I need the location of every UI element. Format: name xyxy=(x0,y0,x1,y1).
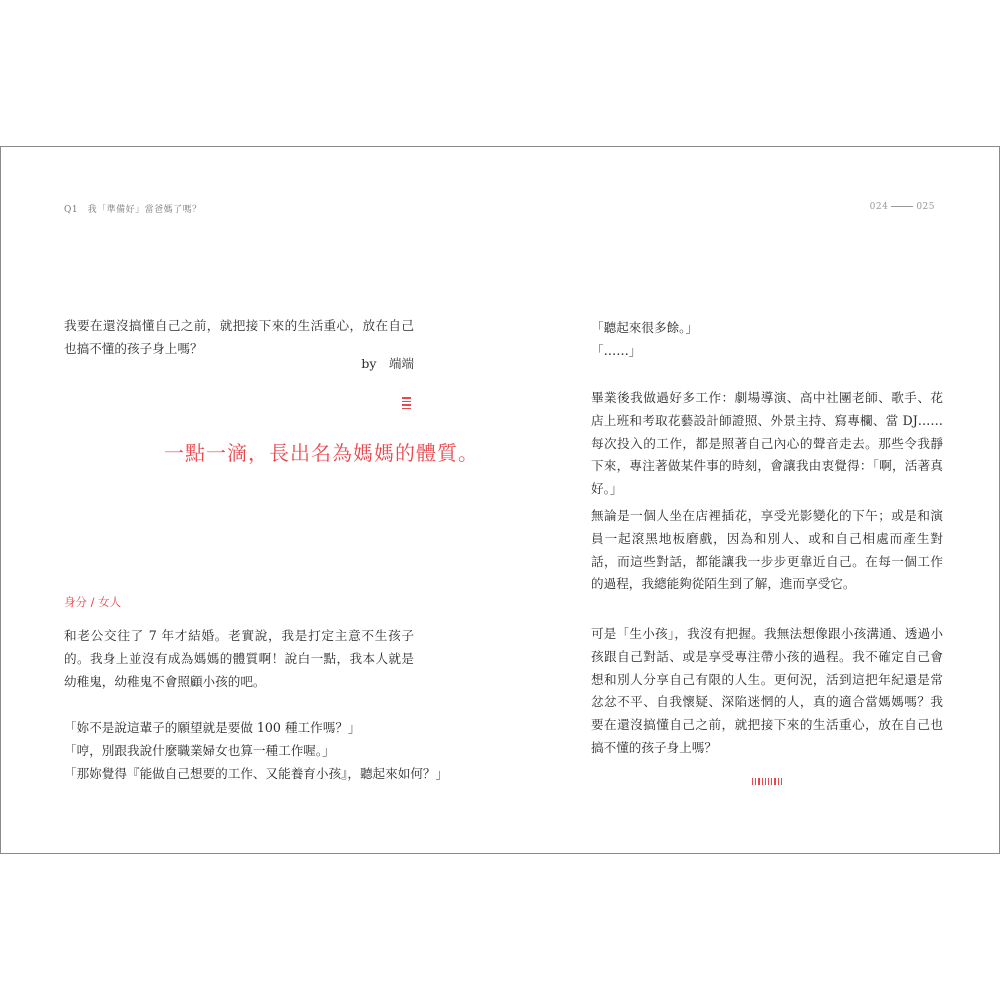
dialog-line: 「哼，別跟我說什麼職業婦女也算一種工作喔。」 xyxy=(64,742,335,758)
byline: by 端端 xyxy=(361,356,414,371)
headline: 一點一滴，長出名為媽媽的體質。 xyxy=(164,441,479,465)
right-page xyxy=(591,147,943,853)
red-decoration-mark xyxy=(402,397,411,409)
question-text: 我要在還沒搞懂自己之前，就把接下來的生活重心，放在自己也搞不懂的孩子身上嗎？ xyxy=(64,318,414,356)
dialog-line: 「妳不是說這輩子的願望就是要做 100 種工作嗎？」 xyxy=(64,720,361,735)
body-paragraph: 和老公交往了 7 年才結婚。老實說，我是打定主意不生孩子的。我身上並沒有成為媽媽的體質啊！說白一點，我本人就是幼稚鬼，幼稚鬼不會照顧小孩的吧。 xyxy=(64,628,414,689)
body-paragraph: 可是「生小孩」，我沒有把握。我無法想像跟小孩溝通、透過小孩跟自己對話、或是享受專注帶小孩的過程。我不確定自己會想和別人分享自己有限的人生。更何況，活到這把年紀還是常忿忿不平、自我懷疑、深陷迷惘的人，真的適合當媽媽嗎？我要在還沒搞懂自己之前，就把接下來的生活重心，放在自己也搞不懂的孩子身上嗎？ xyxy=(591,626,943,755)
dialog-line: 「聽起來很多餘。」 xyxy=(591,320,699,335)
dialog-line: 「那妳覺得『能做自己想要的工作、又能養育小孩』，聽起來如何？」 xyxy=(64,765,449,781)
body-paragraph: 無論是一個人坐在店裡插花，享受光影變化的下午；或是和演員一起滾黑地板磨戲，因為和別人、或和自己相處而產生對話，而這些對話，都能讓我一步步更靠近自己。在每一個工作的過程，我總能夠從陌生到了解，進而享受它。 xyxy=(591,508,943,592)
running-head-left: Q1 我「準備好」當爸媽了嗎？ xyxy=(64,205,202,215)
body-paragraph: 畢業後我做過好多工作：劇場導演、高中社團老師、歌手、花店上班和考取花藝設計師證照、外景主持、寫專欄、當 DJ……每次投入的工作，都是照著自己內心的聲音走去。那些令我靜下來，專注著做某件事的時刻，會讓我由衷覺得：「啊，活著真好。」 xyxy=(591,390,943,497)
dialog-line: 「……」 xyxy=(591,342,642,358)
left-page xyxy=(64,147,479,853)
dialog-block xyxy=(591,317,698,363)
dialog-block xyxy=(64,717,449,785)
end-mark xyxy=(752,778,782,785)
page-number-right: 025 xyxy=(916,202,935,212)
identity-label: 身分 / 女人 xyxy=(64,595,122,609)
page-number-left: 024 xyxy=(869,202,889,212)
book-spread xyxy=(0,146,1000,854)
